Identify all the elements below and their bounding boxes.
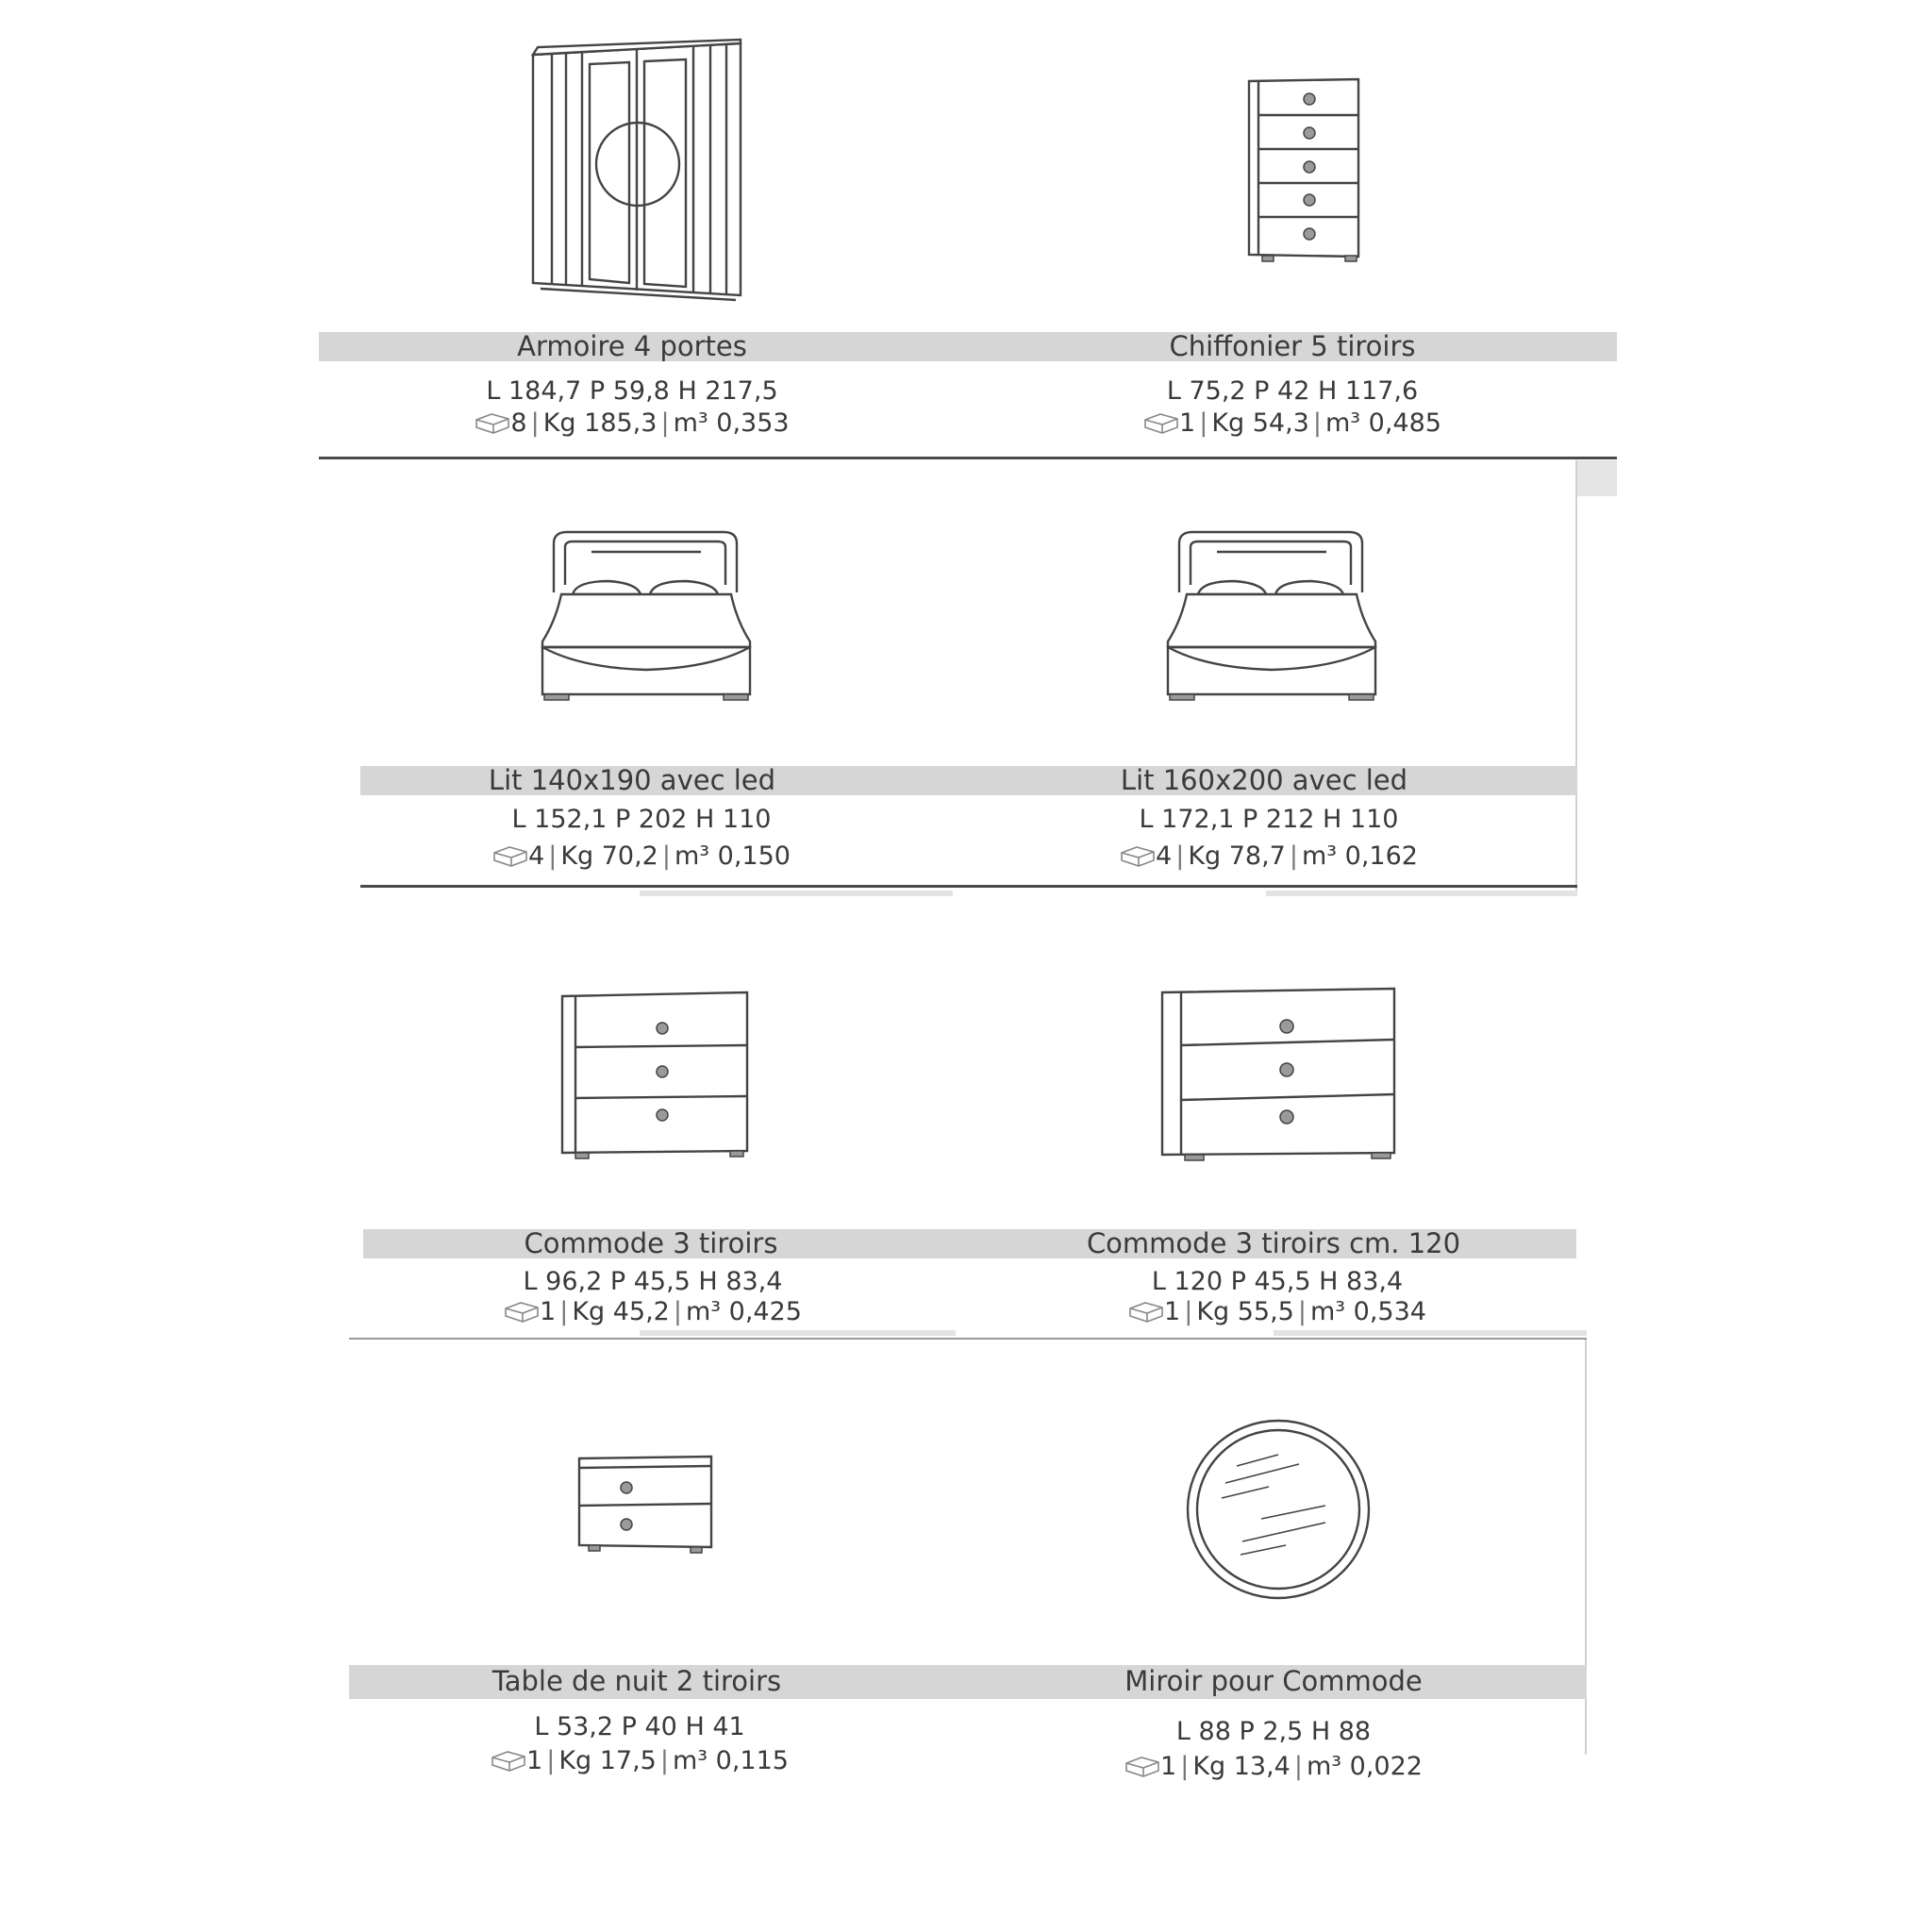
page-edge-line (1575, 460, 1577, 894)
bed-icon (1149, 526, 1394, 701)
item-packing: 1 | Kg 17,5 | m³ 0,115 (357, 1745, 923, 1777)
item-packing: 1 | Kg 55,5 | m³ 0,534 (994, 1296, 1560, 1328)
item-volume: m³ 0,022 (1306, 1752, 1423, 1781)
item-weight: Kg 70,2 (560, 841, 658, 871)
nightstand-icon (575, 1453, 715, 1558)
item-packing: 1 | Kg 54,3 | m³ 0,485 (1009, 408, 1575, 440)
row-divider (319, 457, 1617, 459)
item-dimensions: L 152,1 P 202 H 110 (511, 805, 772, 834)
item-name: Miroir pour Commode (1124, 1665, 1423, 1697)
item-name: Chiffonier 5 tiroirs (1169, 330, 1416, 362)
row-divider (349, 1338, 1587, 1340)
chiffonier-icon (1243, 75, 1366, 264)
item-weight: Kg 13,4 (1192, 1752, 1291, 1781)
dresser-wide-icon (1158, 987, 1400, 1162)
item-volume: m³ 0,150 (674, 841, 791, 871)
item-volume: m³ 0,485 (1324, 408, 1441, 438)
package-icon (1143, 410, 1179, 435)
item-packing: 1 | Kg 13,4 | m³ 0,022 (991, 1751, 1557, 1783)
item-dimensions: L 96,2 P 45,5 H 83,4 (523, 1267, 783, 1296)
item-dimensions: L 88 P 2,5 H 88 (1175, 1717, 1372, 1746)
package-icon (1120, 843, 1156, 868)
package-icon (475, 410, 510, 435)
item-weight: Kg 78,7 (1188, 841, 1286, 871)
item-packing: 8 | Kg 185,3 | m³ 0,353 (349, 408, 915, 440)
package-count: 1 (1160, 1752, 1177, 1781)
item-volume: m³ 0,162 (1301, 841, 1418, 871)
item-dimensions: L 53,2 P 40 H 41 (534, 1712, 745, 1741)
package-count: 1 (1164, 1297, 1181, 1326)
row-divider (360, 885, 1577, 888)
wardrobe-icon (524, 36, 750, 305)
item-dimensions: L 75,2 P 42 H 117,6 (1166, 376, 1419, 406)
package-icon (1128, 1299, 1164, 1324)
edge-shade (1575, 460, 1617, 496)
item-volume: m³ 0,425 (685, 1297, 802, 1326)
item-volume: m³ 0,115 (672, 1746, 789, 1775)
item-name: Lit 160x200 avec led (1120, 764, 1408, 796)
item-packing: 1 | Kg 45,2 | m³ 0,425 (370, 1296, 936, 1328)
package-icon (504, 1299, 540, 1324)
item-weight: Kg 54,3 (1211, 408, 1309, 438)
item-packing: 4 | Kg 70,2 | m³ 0,150 (358, 841, 924, 873)
bed-icon (524, 526, 769, 701)
row-divider-shadow (640, 891, 953, 896)
item-name: Lit 140x190 avec led (488, 764, 776, 796)
item-packing: 4 | Kg 78,7 | m³ 0,162 (986, 841, 1552, 873)
item-dimensions: L 120 P 45,5 H 83,4 (1151, 1267, 1404, 1296)
item-name: Armoire 4 portes (517, 330, 747, 362)
row-divider-shadow (1274, 1330, 1587, 1336)
package-count: 1 (1179, 408, 1196, 438)
package-count: 4 (1156, 841, 1173, 871)
item-volume: m³ 0,534 (1309, 1297, 1426, 1326)
cropped-packing-line (357, 1745, 923, 1775)
item-name: Commode 3 tiroirs (524, 1227, 778, 1259)
dresser-icon (558, 991, 757, 1160)
package-count: 4 (528, 841, 545, 871)
item-weight: Kg 17,5 (558, 1746, 657, 1775)
item-dimensions: L 184,7 P 59,8 H 217,5 (486, 376, 778, 406)
package-icon (492, 843, 528, 868)
item-weight: Kg 45,2 (572, 1297, 670, 1326)
item-volume: m³ 0,353 (673, 408, 790, 438)
item-weight: Kg 185,3 (542, 408, 658, 438)
item-dimensions: L 172,1 P 212 H 110 (1139, 805, 1399, 834)
item-weight: Kg 55,5 (1196, 1297, 1294, 1326)
package-count: 1 (540, 1297, 557, 1326)
row-divider-shadow (1266, 891, 1577, 896)
package-icon (1124, 1754, 1160, 1778)
mirror-icon (1184, 1417, 1373, 1602)
cropped-packing-line (991, 1751, 1557, 1781)
package-icon (491, 1748, 526, 1773)
row-divider-shadow (640, 1330, 956, 1336)
package-count: 1 (526, 1746, 543, 1775)
item-name: Table de nuit 2 tiroirs (491, 1665, 782, 1697)
package-count: 8 (510, 408, 527, 438)
item-name: Commode 3 tiroirs cm. 120 (1086, 1227, 1461, 1259)
